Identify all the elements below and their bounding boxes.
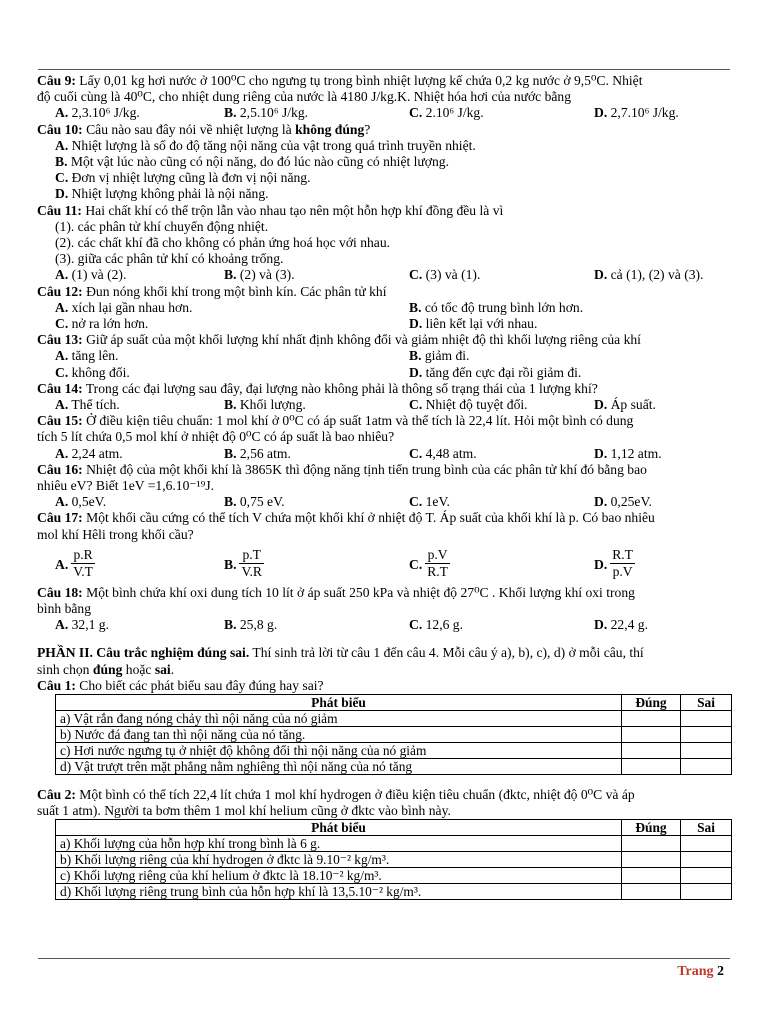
options-row — [37, 348, 732, 364]
options-row — [37, 316, 732, 332]
fraction: $\frac{p.V}{R.T}$ — [427, 546, 448, 579]
question-15 — [37, 413, 732, 462]
section-intro: . — [170, 661, 175, 677]
option-d: D. tăng đến cực đại rồi giảm đi. — [409, 364, 582, 380]
option-a: A. 0,5eV. — [55, 494, 107, 510]
option-a: A. 32,1 g. — [55, 617, 109, 633]
question-stem: bình bằng — [37, 600, 91, 616]
section-intro: Thí sinh trả lời từ câu 1 đến câu 4. Mỗi câu ý a), b), c), d) ở mỗi câu, thí — [249, 645, 644, 661]
option-a: A. 2,24 atm. — [55, 445, 123, 461]
section-intro: hoặc — [122, 661, 155, 677]
option-d: D. Áp suất. — [594, 396, 656, 412]
question-stem: Câu nào sau đây nói về nhiệt lượng là — [82, 121, 296, 137]
table-row — [56, 742, 732, 758]
question-stem: suất 1 atm). Người ta bơm thêm 1 mol khí helium cũng ở đktc vào bình này. — [37, 803, 451, 819]
question-stem: nhiêu eV? Biết 1eV =1,6.10⁻¹⁹J. — [37, 477, 215, 493]
true-cell[interactable] — [622, 852, 681, 868]
false-cell[interactable] — [681, 884, 732, 900]
question-stem: Đun nóng khối khí trong một bình kín. Các phân tử khí — [82, 283, 387, 299]
true-cell[interactable] — [622, 836, 681, 852]
option-c: C. 1eV. — [409, 494, 450, 510]
option-d: D. 2,7.10⁶ J/kg. — [594, 105, 679, 121]
question-18 — [37, 585, 732, 634]
question-label: Câu 10: — [37, 121, 83, 137]
fraction: $\frac{p.T}{V.R}$ — [241, 546, 262, 579]
option-b: B. có tốc độ trung bình lớn hơn. — [409, 299, 584, 315]
option-a: A. (1) và (2). — [55, 267, 127, 283]
question-14 — [37, 381, 732, 413]
option-c: C. không đổi. — [55, 364, 130, 380]
page-label: Trang — [677, 964, 714, 979]
question-13 — [37, 332, 732, 381]
table-row — [56, 758, 732, 774]
question-label: Câu 14: — [37, 380, 83, 396]
table-row — [56, 836, 732, 852]
option-b: B. 25,8 g. — [224, 617, 278, 633]
table-header-row — [56, 820, 732, 836]
question-stem: Một bình có thể tích 22,4 lít chứa 1 mol khí hydrogen ở điều kiện tiêu chuẩn (đktc, nhiệt độ 0⁰C và áp — [75, 786, 635, 802]
option-b: B. Một vật lúc nào cũng có nội năng, do đó lúc nào cũng có nhiệt lượng. — [55, 154, 449, 169]
true-cell[interactable] — [622, 868, 681, 884]
true-cell[interactable] — [622, 758, 681, 774]
header-false: Sai — [681, 694, 732, 710]
section-title: PHẦN II. Câu trắc nghiệm đúng sai. — [37, 645, 250, 661]
option-b: B. 2,56 atm. — [224, 445, 291, 461]
options-row — [37, 267, 732, 283]
option-a: A. Nhiệt lượng là số đo độ tăng nội năng của vật trong quá trình truyền nhiệt. — [55, 137, 476, 153]
question-stem: Một bình chứa khí oxi dung tích 10 lít ở áp suất 250 kPa và nhiệt độ 27⁰C . Khối lượng khí oxi trong — [82, 584, 635, 600]
option-c: C. 4,48 atm. — [409, 445, 477, 461]
option-a: A. $\frac{p.R}{V.T}$ — [55, 546, 93, 579]
options-row — [37, 494, 732, 510]
question-stem: Một khối cầu cứng có thể tích V chứa một khối khí ở nhiệt độ T. Áp suất của khối khí là p. Có bao nhiêu — [82, 510, 655, 526]
question-label: Câu 2: — [37, 786, 76, 802]
question-12 — [37, 284, 732, 333]
tf-question-1 — [37, 678, 732, 775]
option-b: B. 2,5.10⁶ J/kg. — [224, 105, 309, 121]
page-number: 2 — [717, 964, 724, 979]
question-10 — [37, 122, 732, 203]
options-row — [37, 105, 732, 121]
header-true: Đúng — [622, 694, 681, 710]
emphasis-text: không đúng — [295, 121, 365, 137]
question-label: Câu 16: — [37, 461, 83, 477]
option-b: B. 0,75 eV. — [224, 494, 285, 510]
option-d: D. 1,12 atm. — [594, 445, 662, 461]
statement-2: (2). các chất khí đã cho không có phản ứng hoá học với nhau. — [55, 235, 391, 251]
options-row — [37, 617, 732, 633]
header-true: Đúng — [622, 820, 681, 836]
statement-cell: b) Nước đá đang tan thì nội năng của nó tăng. — [56, 726, 622, 742]
false-cell[interactable] — [681, 742, 732, 758]
option-a: A. Thể tích. — [55, 396, 120, 412]
table-row — [56, 726, 732, 742]
question-stem: Hai chất khí có thể trộn lẫn vào nhau tạo nên một hỗn hợp khí đồng đều là vì — [81, 202, 504, 218]
true-cell[interactable] — [622, 726, 681, 742]
table-row — [56, 852, 732, 868]
page-footer — [677, 964, 724, 980]
statement-cell: b) Khối lượng riêng của khí hydrogen ở đktc là 9.10⁻² kg/m³. — [56, 852, 622, 868]
question-stem: độ cuối cùng là 40⁰C, cho nhiệt dung riêng của nước là 4180 J/kg.K. Nhiệt hóa hơi của nước bằng — [37, 89, 572, 105]
option-a: A. 2,3.10⁶ J/kg. — [55, 105, 140, 121]
question-stem: mol khí Hêli trong khối cầu? — [37, 526, 194, 542]
question-stem: Cho biết các phát biểu sau đây đúng hay sai? — [75, 677, 324, 693]
option-d: D. liên kết lại với nhau. — [409, 316, 538, 331]
question-stem: Nhiệt độ của một khối khí là 3865K thì động năng tịnh tiến trung bình của các phân tử khí đó bằng bao — [82, 461, 647, 477]
false-cell[interactable] — [681, 710, 732, 726]
options-row — [37, 446, 732, 462]
statement-3: (3). giữa các phân tử khí có khoảng trống. — [55, 251, 284, 267]
option-c: C. Đơn vị nhiệt lượng cũng là đơn vị nội năng. — [55, 170, 311, 186]
option-b: B. $\frac{p.T}{V.R}$ — [224, 546, 262, 579]
option-c: C. nở ra lớn hơn. — [55, 316, 149, 331]
statement-cell: c) Khối lượng riêng của khí helium ở đktc là 18.10⁻² kg/m³. — [56, 868, 622, 884]
true-cell[interactable] — [622, 884, 681, 900]
statement-cell: d) Khối lượng riêng trung bình của hỗn hợp khí là 13,5.10⁻² kg/m³. — [56, 884, 622, 900]
header-rule — [38, 69, 730, 70]
table-header-row — [56, 694, 732, 710]
question-stem: Trong các đại lượng sau đây, đại lượng nào không phải là thông số trạng thái của 1 lượng khí? — [82, 380, 598, 396]
question-label: Câu 18: — [37, 584, 83, 600]
question-label: Câu 15: — [37, 413, 83, 429]
option-c: C. $\frac{p.V}{R.T}$ — [409, 546, 448, 579]
statement-cell: a) Khối lượng của hỗn hợp khí trong bình là 6 g. — [56, 836, 622, 852]
question-label: Câu 1: — [37, 677, 76, 693]
table-row — [56, 710, 732, 726]
false-cell[interactable] — [681, 836, 732, 852]
options-row — [37, 300, 732, 316]
question-stem: Giữ áp suất của một khối lượng khí nhất định không đổi và giảm nhiệt độ thì khối lượng riêng của khí — [82, 332, 641, 348]
false-cell[interactable] — [681, 852, 732, 868]
question-label: Câu 12: — [37, 283, 83, 299]
false-cell[interactable] — [681, 758, 732, 774]
option-b: B. Khối lượng. — [224, 396, 306, 412]
option-d: D. Nhiệt lượng không phải là nội năng. — [55, 186, 269, 202]
option-d: D. cả (1), (2) và (3). — [594, 267, 704, 283]
option-b: B. giảm đi. — [409, 348, 470, 364]
emphasis-text: sai — [154, 661, 171, 677]
true-false-table — [55, 694, 732, 775]
statement-1: (1). các phân tử khí chuyển động nhiệt. — [55, 218, 269, 234]
options-row — [37, 365, 732, 381]
option-c: C. Nhiệt độ tuyệt đối. — [409, 396, 528, 412]
table-row — [56, 884, 732, 900]
true-cell[interactable] — [622, 742, 681, 758]
question-stem: Ở điều kiện tiêu chuẩn: 1 mol khí ở 0⁰C có áp suất 1atm và thể tích là 22,4 lít. Hỏi một bình có dung — [82, 413, 634, 429]
question-9 — [37, 73, 732, 122]
header-statement: Phát biểu — [56, 820, 622, 836]
false-cell[interactable] — [681, 868, 732, 884]
header-false: Sai — [681, 820, 732, 836]
fraction: $\frac{p.R}{V.T}$ — [73, 546, 93, 579]
true-cell[interactable] — [622, 710, 681, 726]
section-intro: sinh chọn — [37, 661, 93, 677]
question-label: Câu 17: — [37, 510, 83, 526]
question-16 — [37, 462, 732, 511]
question-label: Câu 9: — [37, 73, 76, 88]
option-c: C. 12,6 g. — [409, 617, 463, 633]
statement-cell: d) Vật trượt trên mặt phẳng nằm nghiêng thì nội năng của nó tăng — [56, 758, 622, 774]
footer-rule — [38, 958, 730, 959]
option-d: D. 0,25eV. — [594, 494, 652, 510]
options-row — [37, 544, 732, 582]
table-row — [56, 868, 732, 884]
emphasis-text: đúng — [92, 661, 123, 677]
true-false-table — [55, 819, 732, 900]
question-label: Câu 11: — [37, 202, 82, 218]
option-b: B. (2) và (3). — [224, 267, 295, 283]
statement-cell: a) Vật rắn đang nóng chảy thì nội năng của nó giảm — [56, 710, 622, 726]
option-d: D. 22,4 g. — [594, 617, 648, 633]
option-d: D. $\frac{R.T}{p.V}$ — [594, 546, 633, 579]
page-content — [37, 73, 732, 900]
option-a: A. xích lại gần nhau hơn. — [55, 299, 193, 315]
header-statement: Phát biểu — [56, 694, 622, 710]
option-a: A. tăng lên. — [55, 348, 119, 364]
fraction: $\frac{R.T}{p.V}$ — [612, 546, 633, 579]
tf-question-2 — [37, 787, 732, 900]
options-row — [37, 397, 732, 413]
question-label: Câu 13: — [37, 332, 83, 348]
question-stem: tích 5 lít chứa 0,5 mol khí ở nhiệt độ 0⁰C có áp suất là bao nhiêu? — [37, 429, 395, 445]
question-stem: Lấy 0,01 kg hơi nước ở 100⁰C cho ngưng tụ trong bình nhiệt lượng kế chứa 0,2 kg nước ở 9,5⁰C. Nhiệt — [75, 73, 643, 88]
option-c: C. 2.10⁶ J/kg. — [409, 105, 484, 121]
statement-cell: c) Hơi nước ngưng tụ ở nhiệt độ không đổi thì nội năng của nó giảm — [56, 742, 622, 758]
question-stem-end: ? — [364, 121, 371, 137]
part-2-intro — [37, 645, 732, 677]
question-17 — [37, 510, 732, 581]
false-cell[interactable] — [681, 726, 732, 742]
question-11 — [37, 203, 732, 284]
option-c: C. (3) và (1). — [409, 267, 481, 283]
